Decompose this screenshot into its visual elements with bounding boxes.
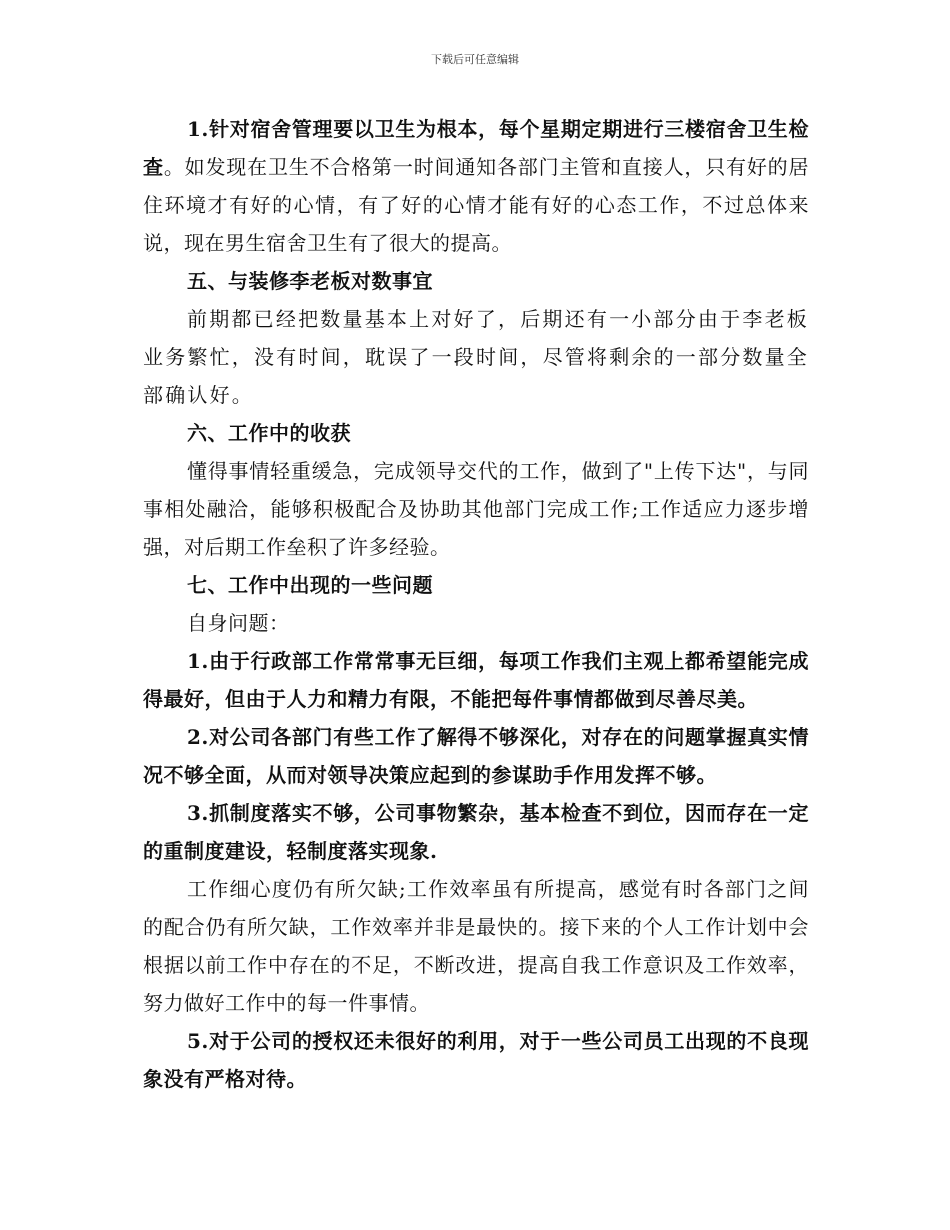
paragraph-self-issues-intro: 自身问题： [187,611,290,635]
paragraph-section-6: 懂得事情轻重缓急，完成领导交代的工作，做到了"上传下达"，与同事相处融洽，能够积极配合及协助其他部门完成工作;工作适应力逐步增强，对后期工作垒积了许多经验。 [143,459,809,559]
page-header-note: 下载后可任意编辑 [431,53,519,66]
issue-item-3: 3.抓制度落实不够，公司事物繁杂，基本检查不到位，因而存在一定的重制度建设，轻制度落实现象. [143,801,809,863]
issue-item-2: 2.对公司各部门有些工作了解得不够深化，对存在的问题掌握真实情况不够全面，从而对领导决策应起到的参谋助手作用发挥不够。 [143,725,809,787]
section-heading-7: 七、工作中出现的一些问题 [187,573,433,597]
document-body [143,110,809,1098]
paragraph-dormitory-bold: 1.针对宿舍管理要以卫生为根本，每个星期定期进行三楼宿舍卫生检查 [143,117,809,179]
paragraph-dormitory-rest: 。如发现在卫生不合格第一时间通知各部门主管和直接人，只有好的居住环境才有好的心情，有了好的心情才能有好的心态工作，不过总体来说，现在男生宿舍卫生有了很大的提高。 [143,155,810,255]
issue-item-1: 1.由于行政部工作常常事无巨细，每项工作我们主观上都希望能完成得最好，但由于人力和精力有限，不能把每件事情都做到尽善尽美。 [143,649,809,711]
section-heading-5: 五、与装修李老板对数事宜 [187,269,433,293]
paragraph-efficiency: 工作细心度仍有所欠缺;工作效率虽有所提高，感觉有时各部门之间的配合仍有所欠缺，工作效率并非是最快的。接下来的个人工作计划中会根据以前工作中存在的不足，不断改进，提高自我工作意识及工作效率，努力做好工作中的每一件事情。 [143,877,809,1015]
section-heading-6: 六、工作中的收获 [187,421,351,445]
paragraph-dormitory [143,110,809,262]
issue-item-5: 5.对于公司的授权还未很好的利用，对于一些公司员工出现的不良现象没有严格对待。 [143,1029,809,1091]
paragraph-section-5: 前期都已经把数量基本上对好了，后期还有一小部分由于李老板业务繁忙，没有时间，耽误了一段时间，尽管将剩余的一部分数量全部确认好。 [143,307,809,407]
